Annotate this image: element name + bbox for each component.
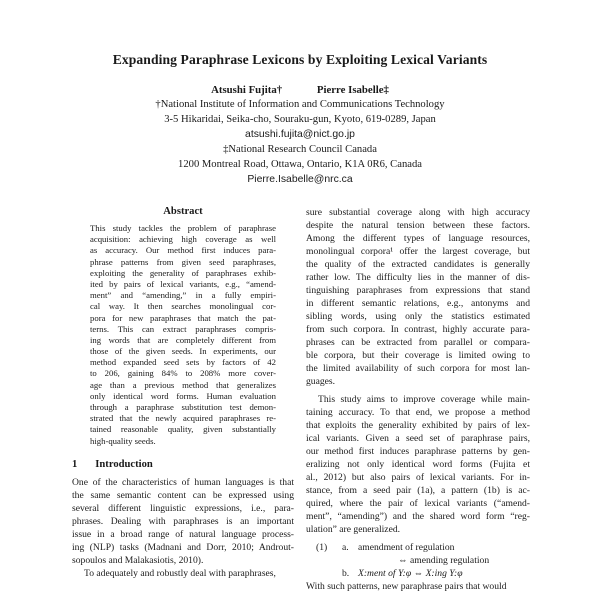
body-line: ulation” are generalized. [306,524,401,535]
example-line-a [306,541,530,554]
abstract-line: This study tackles the problem of paraphrase [90,223,276,233]
body-line: al., 2012) but also pairs of lexical variants. For in- [306,472,530,483]
body-line: the limited availability of such corpora for most lan- [306,363,530,374]
abstract-body [72,223,294,447]
body-line: taining accuracy. To that end, we propose a method [306,407,530,418]
body-line: the quality of the extracted candidates is generally [306,259,530,270]
email-1: atsushi.fujita@nict.go.jp [245,129,355,140]
abstract-line: pora for new paraphrases that match the pat- [90,312,276,323]
body-line: several different linguistic expressions, i.e., para- [72,502,294,514]
abstract-line: tained reasonable quality, given substantially [90,424,276,435]
body-line: Among the different types of language resources, [306,233,530,244]
abstract-line: only identical word forms. Human evaluation [90,390,276,401]
body-line: from such corpora. In contrast, highly accurate para- [306,324,530,335]
affiliation-1: †National Institute of Information and Communications Technology [155,99,445,110]
body-line: the same semantic content can be expressed using [72,489,294,501]
abstract-line: age than a previous method that generalizes [90,379,276,390]
body-line: sibling words, using only the statistics estimated [306,311,530,322]
example-b-text: X:ment of Y:φ ⇔ X:ing Y:φ [358,568,463,579]
abstract-line: strated that the newly acquired paraphrases re- [90,413,276,424]
paragraph-method [306,393,530,536]
body-line: sopoulos and Malakasiotis, 2010). [72,554,204,566]
email-2: Pierre.Isabelle@nrc.ca [247,174,353,185]
abstract-line: ited by pairs of lexical variants, e.g., “amend- [90,278,276,289]
abstract-line: ing words that are completely different from [90,334,276,345]
body-line: phrases. Dealing with paraphrases is an important [72,515,294,527]
example-b-label: b. [342,568,350,579]
body-line: One of the characteristics of human languages is that [72,476,294,488]
abstract-line: through a paraphrase substitution test demon- [90,402,276,412]
body-line: our method first induces paraphrase patterns by gen- [306,446,530,457]
section-number: 1 [72,458,78,470]
author-2: Pierre Isabelle‡ [316,84,389,96]
body-line: To adequately and robustly deal with paraphrases, [84,567,276,579]
abstract-line: ment” and “amending,” in a fully empiri- [90,290,276,301]
abstract-line: terns. This can extract paraphrases compris- [90,323,276,334]
paper-title: Expanding Paraphrase Lexicons by Exploiting Lexical Variants [112,52,488,67]
body-line: With such patterns, new paraphrase pairs that would [306,581,507,592]
author-1: Atsushi Fujita† [211,84,283,96]
author-list [0,84,600,96]
example-a-text: amendment of regulation [358,542,455,553]
body-line: despite the natural tension between these factors. [306,220,530,231]
body-line: ment”, “amending”) and the shared word form “reg- [306,511,530,522]
body-line: in different semantic relations, e.g., antonyms and [306,298,530,309]
body-line: stance, from a seed pair (1a), a pattern (1b) is ac- [306,485,530,496]
body-line: eralizing not only identical word forms (Fujita et [306,459,530,470]
body-line: ble corpora, but their coverage is limited owing to [306,350,530,361]
abstract-line: high-quality seeds. [90,435,156,446]
body-line: phrases can be extracted from parallel or compara- [306,337,530,348]
left-column [72,206,294,580]
body-line: monolingual corpora¹ offer the largest coverage, but [306,246,530,257]
section-title: Introduction [95,458,153,470]
body-line: issue in a broad range of natural language process- [72,528,294,540]
example-a-label: a. [342,542,349,553]
example-line-b [306,567,530,580]
example-number: (1) [316,542,328,553]
abstract-line: cal way. It then searches monolingual cor- [90,301,276,312]
abstract-heading: Abstract [163,206,203,217]
abstract-line: as accuracy. Our method first induces para- [90,245,276,256]
body-line: quired, where the pair of lexical variants (“amend- [306,498,530,509]
body-line: This study aims to improve coverage while main- [318,394,530,405]
abstract-line: to 206, gaining 84% to 208% more cover- [90,368,276,379]
abstract-line: those of the given seeds. In experiments, our [90,346,276,357]
address-2: 1200 Montreal Road, Ottawa, Ontario, K1A 0R6, Canada [178,159,422,170]
body-line: ical variants. Given a seed set of paraphrase pairs, [306,433,530,444]
section-heading-introduction [72,459,294,470]
paragraph-coverage [306,206,530,388]
example-block [306,541,530,580]
body-line: ing (NLP) tasks (Madnani and Dorr, 2010; Androut- [72,541,294,553]
body-line: guages. [306,376,336,387]
body-line: that exploits the generality exhibited by pairs of lex- [306,420,530,431]
abstract-line: phrase patterns from given seed paraphrases, [90,256,276,267]
abstract-line: method expanded seed sets by factors of 42 [90,357,276,368]
right-column [306,206,530,593]
affiliation-2: ‡National Research Council Canada [223,144,377,155]
abstract-line: acquisition: achieving high coverage as well [90,234,276,245]
body-line: rather low. The difficulty lies in the manner of dis- [306,272,530,283]
address-1: 3-5 Hikaridai, Seika-cho, Souraku-gun, Kyoto, 619-0289, Japan [164,114,436,125]
body-line: tinguishing paraphrases from expressions that stand [306,285,530,296]
introduction-body [72,476,294,580]
body-line: sure substantial coverage along with high accuracy [306,207,530,218]
abstract-line: exploiting the generality of paraphrases exhib- [90,267,276,278]
example-a-arrow: ⇔ amending regulation [398,555,490,566]
